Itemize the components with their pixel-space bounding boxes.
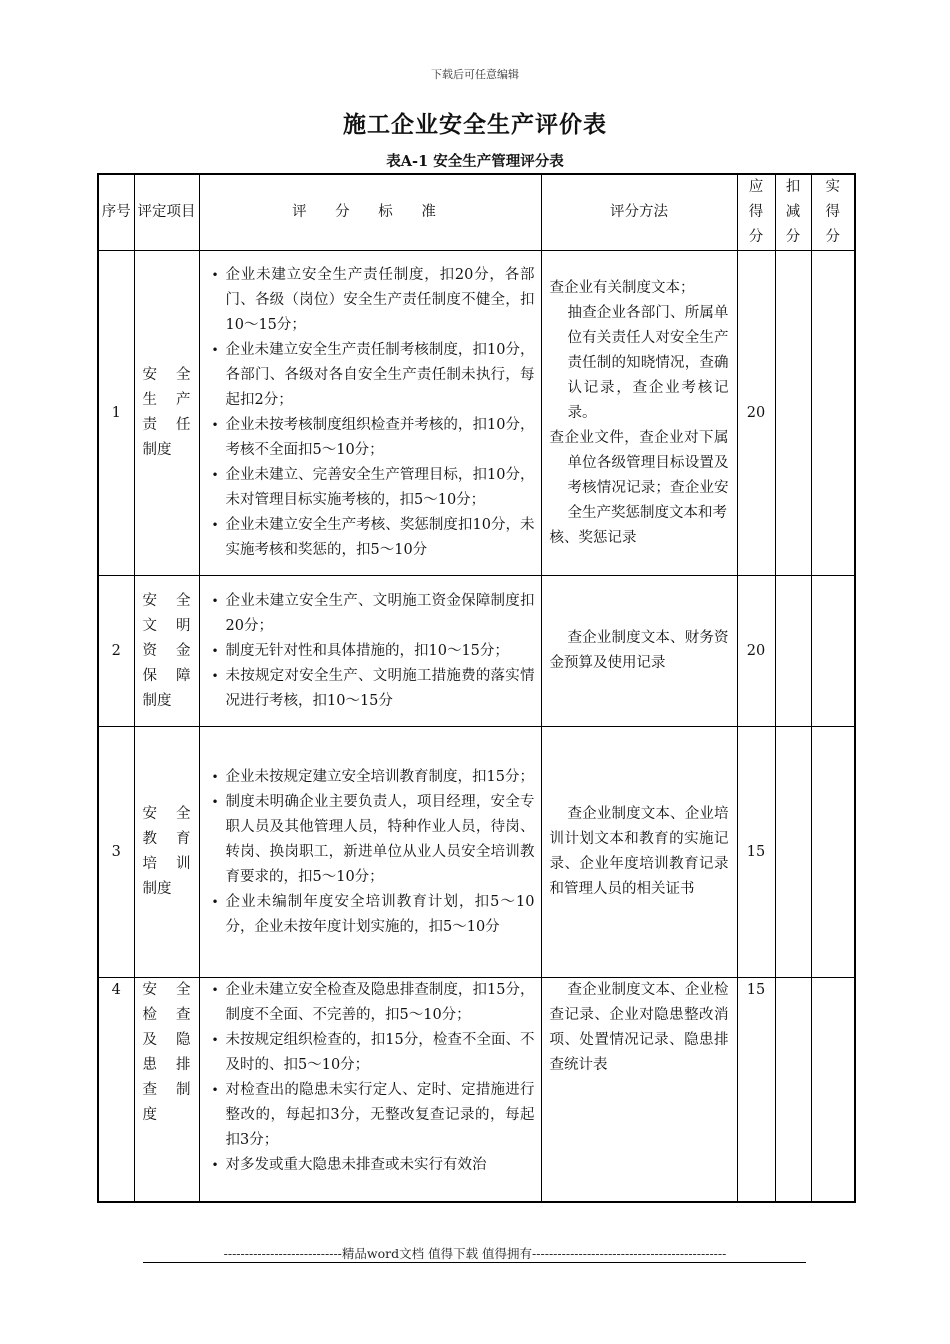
method-text: 查企业制度文本、企业检查记录、企业对隐患整改消项、处置情况记录、隐患排查统计表 xyxy=(549,982,729,1073)
criteria-item: • 企业未按考核制度组织检查并考核的，扣10分，考核不全面扣5～10分； xyxy=(212,413,535,463)
item-label-line: 安全 xyxy=(142,806,191,822)
item-label-line: 制度 xyxy=(142,692,172,709)
page-title: 施工企业安全生产评价表 xyxy=(343,111,607,138)
item-label-line: 查制 xyxy=(142,1082,191,1098)
method-text: 查企业制度文本、财务资金预算及使用记录 xyxy=(549,630,729,671)
criteria-item: • 未按规定组织检查的，扣15分，检查不全面、不及时的、扣5～10分； xyxy=(212,1028,535,1078)
scoring-table xyxy=(97,173,856,1203)
item-label-line: 度 xyxy=(142,1107,157,1123)
criteria-item: • 企业未编制年度安全培训教育计划，扣5～10分，企业未按年度计划实施的，扣5～10分 xyxy=(212,890,535,940)
row-item xyxy=(134,251,199,576)
table-subtitle: 表A-1 安全生产管理评分表 xyxy=(386,153,564,170)
row-criteria xyxy=(199,251,541,576)
item-label-line: 培训 xyxy=(142,856,191,872)
row-item xyxy=(134,978,199,1202)
item-label-line: 安全 xyxy=(142,982,191,998)
item-label-line: 检查 xyxy=(142,1007,191,1023)
row-score: 20 xyxy=(737,576,775,727)
row-deduct xyxy=(775,251,811,576)
item-label-line: 文明 xyxy=(142,617,191,634)
method-line: 抽查企业各部门、所属单位有关责任人对安全生产责任制的知晓情况，查确认记录，查企业考核记录。 xyxy=(567,304,729,421)
row-number: 1 xyxy=(98,251,134,576)
table-row xyxy=(98,576,855,727)
footer-divider xyxy=(143,1262,806,1263)
item-label-line: 制度 xyxy=(142,881,172,897)
item-label-line: 安全 xyxy=(142,592,191,609)
row-method xyxy=(541,576,737,727)
method-text: 查企业制度文本、企业培训计划文本和教育的实施记录、企业年度培训教育记录和管理人员的相关证书 xyxy=(549,806,729,897)
row-criteria xyxy=(199,978,541,1202)
col-header-num: 序号 xyxy=(98,174,134,251)
criteria-item: • 制度无针对性和具体措施的，扣10～15分； xyxy=(212,639,535,664)
criteria-item: • 企业未建立、完善安全生产管理目标，扣10分，未对管理目标实施考核的，扣5～10分； xyxy=(212,463,535,513)
criteria-item: • 对检查出的隐患未实行定人、定时、定措施进行整改的，每起扣3分，无整改复查记录的，每起扣3分； xyxy=(212,1078,535,1153)
row-item xyxy=(134,727,199,978)
item-label-line: 资金 xyxy=(142,642,191,659)
row-actual xyxy=(811,978,855,1202)
item-label-line: 制度 xyxy=(142,442,172,458)
item-label-line: 保障 xyxy=(142,667,191,684)
method-line: 核、奖惩记录 xyxy=(549,529,637,546)
table-header-row xyxy=(98,174,855,251)
criteria-item: • 企业未建立安全生产责任制考核制度，扣10分，各部门、各级对各自安全生产责任制未执行，每起扣2分； xyxy=(212,338,535,413)
table-row xyxy=(98,727,855,978)
row-method xyxy=(541,251,737,576)
table-row xyxy=(98,251,855,576)
col-header-score: 应得分 xyxy=(737,174,775,251)
item-label-line: 及隐 xyxy=(142,1032,191,1048)
row-score: 15 xyxy=(737,727,775,978)
row-number: 3 xyxy=(98,727,134,978)
row-method xyxy=(541,727,737,978)
item-label-line: 责任 xyxy=(142,417,191,433)
row-item xyxy=(134,576,199,727)
criteria-item: • 企业未按规定建立安全培训教育制度，扣15分； xyxy=(212,765,535,790)
method-line: 查企业有关制度文本； xyxy=(549,279,695,296)
row-deduct xyxy=(775,576,811,727)
footer-text: ----------------------------精品word文档 值得下载 值得拥有---------------------------------------------- xyxy=(223,1246,727,1261)
row-actual xyxy=(811,727,855,978)
row-number: 4 xyxy=(98,978,134,1202)
row-criteria xyxy=(199,576,541,727)
item-label-line: 安全 xyxy=(142,367,191,383)
criteria-item: • 企业未建立安全检查及隐患排查制度，扣15分，制度不全面、不完善的，扣5～10分； xyxy=(212,978,535,1028)
row-deduct xyxy=(775,978,811,1202)
header-note: 下载后可任意编辑 xyxy=(431,68,519,81)
table-row xyxy=(98,978,855,1202)
item-label-line: 患排 xyxy=(142,1057,191,1073)
item-label-line: 生产 xyxy=(142,392,191,408)
col-header-actual: 实得分 xyxy=(811,174,855,251)
row-criteria xyxy=(199,727,541,978)
row-score: 15 xyxy=(737,978,775,1202)
row-deduct xyxy=(775,727,811,978)
method-line: 查企业文件，查企业对下属单位各级管理目标设置及考核情况记录；查企业安全生产奖惩制度文本和考 xyxy=(549,429,729,521)
criteria-item: • 对多发或重大隐患未排查或未实行有效治 xyxy=(212,1153,535,1178)
item-label-line: 教育 xyxy=(142,831,191,847)
row-score: 20 xyxy=(737,251,775,576)
col-header-method: 评分方法 xyxy=(541,174,737,251)
criteria-item: • 制度未明确企业主要负责人，项目经理，安全专职人员及其他管理人员，特种作业人员，待岗、转岗、换岗职工，新进单位从业人员安全培训教育要求的，扣5～10分； xyxy=(212,790,535,890)
col-header-deduct: 扣减分 xyxy=(775,174,811,251)
row-number: 2 xyxy=(98,576,134,727)
col-header-criteria: 评 分 标 准 xyxy=(199,174,541,251)
row-method xyxy=(541,978,737,1202)
row-actual xyxy=(811,576,855,727)
criteria-item: • 企业未建立安全生产考核、奖惩制度扣10分，未实施考核和奖惩的，扣5～10分 xyxy=(212,513,535,563)
row-actual xyxy=(811,251,855,576)
criteria-item: • 未按规定对安全生产、文明施工措施费的落实情况进行考核，扣10～15分 xyxy=(212,664,535,714)
criteria-item: • 企业未建立安全生产、文明施工资金保障制度扣20分； xyxy=(212,589,535,639)
col-header-item: 评定项目 xyxy=(134,174,199,251)
criteria-item: • 企业未建立安全生产责任制度，扣20分，各部门、各级（岗位）安全生产责任制度不健全，扣10～15分； xyxy=(212,263,535,338)
